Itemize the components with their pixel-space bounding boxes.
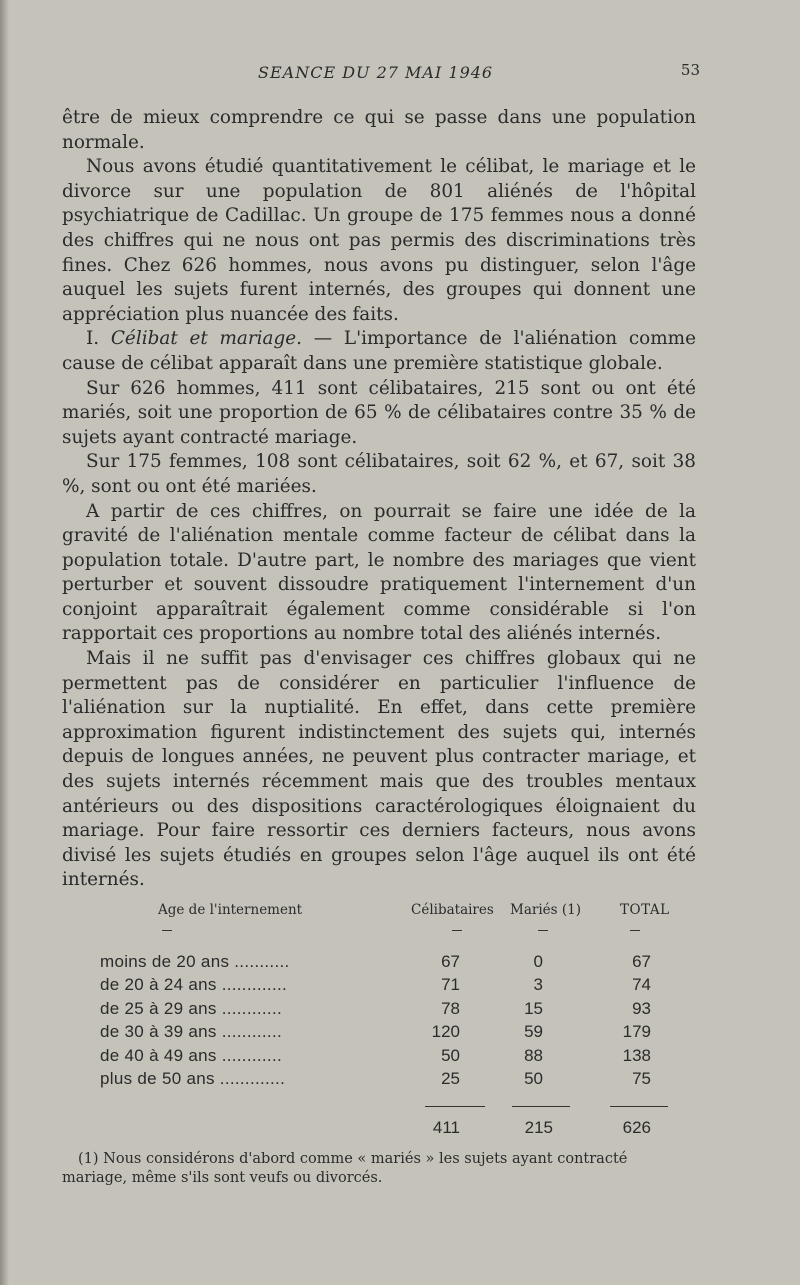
table-row (100, 1046, 700, 1069)
totals-row (100, 1118, 700, 1142)
cell-celibataires: 67 (441, 952, 460, 971)
running-header (60, 63, 700, 91)
total-maries: 215 (524, 1118, 553, 1138)
row-label: plus de 50 ans ............. (100, 1068, 286, 1088)
paragraph: Sur 175 femmes, 108 sont célibataires, soit 62 %, et 67, soit 38 %, sont ou ont été mariées. (62, 451, 696, 497)
header-dashes (100, 926, 700, 952)
statistics-table (100, 902, 700, 1142)
total-total: 626 (622, 1118, 651, 1138)
dash-mark (630, 930, 640, 931)
section-paragraph (62, 327, 696, 376)
header-maries: Mariés (1) (510, 902, 581, 918)
paragraph: être de mieux comprendre ce qui se passe dans une population normale. (62, 107, 696, 153)
dash-mark (452, 930, 462, 931)
paragraph: Mais il ne suffit pas d'envisager ces chiffres globaux qui ne permettent pas de considérer en particulier l'influence de l'aliénation sur la nuptialité. En effet, dans cette première approximation figurent indistinctement des sujets qui, internés depuis de longues années, ne peuvent plus contracter mariage, et des sujets internés récemment mais que des troubles mentaux antérieurs ou des dispositions caractérologiques éloignaient du mariage. Pour faire ressortir ces derniers facteurs, nous avons divisé les sujets étudiés en groupes selon l'âge auquel ils ont été internés. (62, 648, 696, 891)
cell-maries: 3 (533, 975, 543, 995)
row-label: de 25 à 29 ans ............ (100, 998, 282, 1018)
paragraph: A partir de ces chiffres, on pourrait se faire une idée de la gravité de l'aliénation mentale comme facteur de célibat dans la population totale. D'autre part, le nombre des mariages que vient perturber et souvent dissoudre pratiquement l'internement d'un conjoint apparaîtrait également comme considérable si l'on rapportait ces proportions au nombre total des aliénés internés. (62, 500, 696, 645)
page-number: 53 (680, 61, 700, 79)
cell-total: 74 (632, 975, 651, 995)
header-total: TOTAL (620, 902, 670, 918)
header-title: SEANCE DU 27 MAI 1946 (258, 63, 494, 82)
cell-celibataires: 50 (441, 1045, 460, 1065)
paragraph: Sur 626 hommes, 411 sont célibataires, 215 sont ou ont été mariés, soit une proportion de 65 % de célibataires contre 35 % de sujets ayant contracté mariage. (62, 377, 696, 448)
total-rules (100, 1092, 700, 1118)
paragraph: Nous avons étudié quantitativement le célibat, le mariage et le divorce sur une population de 801 aliénés de l'hôpital psychiatrique de Cadillac. Un groupe de 175 femmes nous a donné des chiffres qui ne nous ont pas permis des discriminations très fines. Chez 626 hommes, nous avons pu distinguer, selon l'âge auquel les sujets furent internés, des groupes qui donnent une appréciation plus nuancée des faits. (62, 156, 696, 325)
cell-maries: 59 (524, 1022, 543, 1042)
table-header (100, 902, 700, 926)
cell-celibataires: 78 (441, 998, 460, 1018)
dash-mark (538, 930, 548, 931)
cell-total: 93 (632, 998, 651, 1018)
row-label: de 30 à 39 ans ............ (100, 1022, 282, 1042)
total-rule (512, 1106, 570, 1107)
page-spine-shadow (0, 0, 9, 1285)
header-age: Age de l'internement (158, 902, 303, 918)
footnote: (1) Nous considérons d'abord comme « mariés » les sujets ayant contracté mariage, même s'ils sont veufs ou divorcés. (62, 1151, 628, 1186)
cell-total: 179 (622, 1022, 651, 1042)
cell-maries: 15 (524, 998, 543, 1018)
body-text (62, 106, 696, 893)
cell-maries: 88 (524, 1045, 543, 1065)
row-label: moins de 20 ans ........... (100, 952, 290, 971)
table-row (100, 1022, 700, 1045)
cell-celibataires: 120 (431, 1022, 460, 1042)
row-label: de 20 à 24 ans ............. (100, 975, 288, 995)
table-row (100, 1069, 700, 1092)
section-text: — L'importance de l'aliénation comme cause de célibat apparaît dans une première statistique globale. (62, 328, 696, 374)
section-number: I. (86, 328, 100, 350)
table-row (100, 952, 700, 975)
total-celibataires: 411 (432, 1118, 460, 1138)
cell-total: 75 (632, 1068, 651, 1088)
section-title: Célibat et mariage. (110, 328, 302, 350)
cell-total: 138 (622, 1045, 651, 1065)
dash-mark (162, 930, 172, 931)
cell-total: 67 (632, 952, 651, 971)
table-row (100, 999, 700, 1022)
total-rule (610, 1106, 668, 1107)
cell-maries: 0 (533, 952, 543, 971)
table-row (100, 975, 700, 998)
cell-celibataires: 71 (441, 975, 460, 995)
cell-maries: 50 (524, 1068, 543, 1088)
row-label: de 40 à 49 ans ............ (100, 1045, 282, 1065)
header-celibataires: Célibataires (411, 902, 494, 918)
cell-celibataires: 25 (441, 1068, 460, 1088)
total-rule (425, 1106, 485, 1107)
